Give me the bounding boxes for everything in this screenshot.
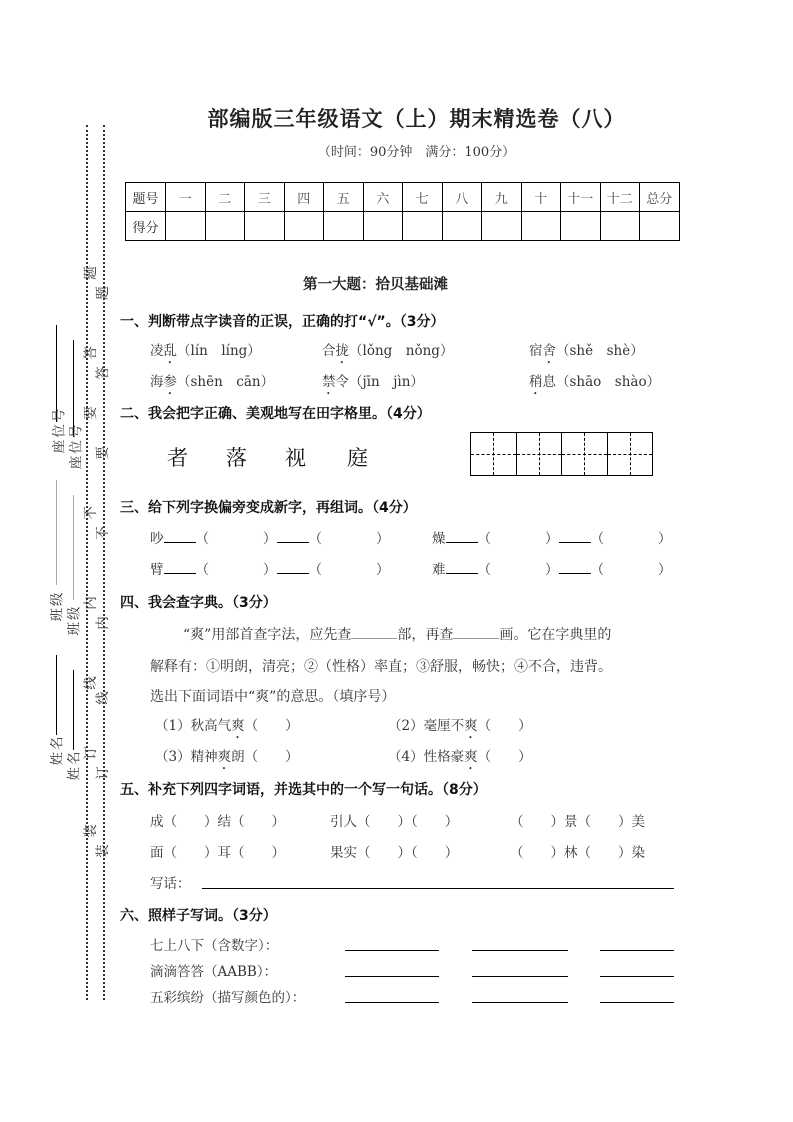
q1-item: 海参（shēn cān） <box>150 374 275 390</box>
q1-item: 稍息（shāo shào） <box>529 374 661 390</box>
seal-line-outer <box>86 125 88 1000</box>
column-header: 四 <box>284 183 324 212</box>
column-header: 一 <box>166 183 206 212</box>
score-cell[interactable] <box>363 212 403 241</box>
practice-char: 落 <box>226 446 247 470</box>
seal-char: 线 <box>94 689 111 705</box>
seal-char: 装 <box>82 822 99 838</box>
score-cell[interactable] <box>442 212 482 241</box>
column-header: 总分 <box>640 183 680 212</box>
q2-heading: 二、我会把字正确、美观地写在田字格里。（4分） <box>120 406 431 422</box>
class-field-line-2 <box>73 495 74 600</box>
write-label: 写话： <box>150 876 191 892</box>
q3-item: 吵 （ ） （ ） <box>150 531 390 547</box>
q5-heading: 五、补充下列四字词语，并选其中的一个写一句话。（8分） <box>120 782 487 798</box>
q4-item: （3）精神爽朗（ ） <box>155 749 299 765</box>
score-cell[interactable] <box>205 212 245 241</box>
q4-paragraph: 选出下面词语中“爽”的意思。（填序号） <box>150 689 396 705</box>
answer-line[interactable] <box>472 976 568 977</box>
name-field-line <box>56 655 57 735</box>
column-header: 六 <box>363 183 403 212</box>
q4-paragraph: “爽”用部首查字法，应先查 部，再查 画。它在字典里的 <box>183 627 612 643</box>
page-title: 部编版三年级语文（上）期末精选卷（八） <box>207 107 626 131</box>
q3-item: 难 （ ） （ ） <box>432 562 672 578</box>
answer-line[interactable] <box>600 950 674 951</box>
q6-prompt: 五彩缤纷（描写颜色的）： <box>150 990 306 1006</box>
name-label-2: 姓名 <box>66 749 83 781</box>
grid-cell[interactable] <box>562 433 608 475</box>
exam-info: （时间：90分钟 满分：100分） <box>317 145 516 160</box>
column-header: 十二 <box>600 183 640 212</box>
name-field-line-2 <box>73 670 74 750</box>
seal-char: 订 <box>94 764 111 780</box>
idiom-item: 果实（ ）（ ） <box>330 845 459 861</box>
seal-char: 答 <box>82 344 99 360</box>
q4-item: （2）毫厘不爽（ ） <box>388 718 532 734</box>
answer-line[interactable] <box>345 976 439 977</box>
answer-line[interactable] <box>345 1002 439 1003</box>
seal-char: 装 <box>94 842 111 858</box>
column-header: 七 <box>403 183 443 212</box>
score-cell[interactable] <box>284 212 324 241</box>
q6-prompt: 滴滴答答（AABB）： <box>150 964 278 980</box>
seal-char: 要 <box>94 444 111 460</box>
seal-line-inner <box>103 125 105 1000</box>
part-title: 第一大题：拾贝基础滩 <box>303 277 448 293</box>
idiom-item: 面（ ）耳（ ） <box>150 845 285 861</box>
answer-blank[interactable] <box>446 560 478 574</box>
sentence-line[interactable] <box>202 888 674 889</box>
q1-item: 凌乱（lín líng） <box>150 343 261 359</box>
column-header: 五 <box>324 183 364 212</box>
idiom-item: （ ）景（ ）美 <box>510 814 645 830</box>
answer-blank[interactable] <box>559 529 591 543</box>
table-row <box>126 212 680 241</box>
column-header: 八 <box>442 183 482 212</box>
score-cell[interactable] <box>166 212 206 241</box>
row-label: 题号 <box>126 183 166 212</box>
column-header: 九 <box>482 183 522 212</box>
idiom-item: （ ）林（ ）染 <box>510 845 645 861</box>
class-field-line <box>56 480 57 585</box>
column-header: 十一 <box>561 183 601 212</box>
answer-blank[interactable] <box>559 560 591 574</box>
answer-blank[interactable] <box>164 529 196 543</box>
score-cell[interactable] <box>403 212 443 241</box>
class-label: 班级 <box>49 590 66 622</box>
seal-char: 答 <box>94 364 111 380</box>
q3-heading: 三、给下列字换偏旁变成新字，再组词。（4分） <box>120 500 417 516</box>
seal-char: 要 <box>82 404 99 420</box>
practice-char: 者 <box>167 446 188 470</box>
score-cell[interactable] <box>600 212 640 241</box>
practice-char: 视 <box>285 446 306 470</box>
score-cell[interactable] <box>245 212 285 241</box>
column-header: 十 <box>521 183 561 212</box>
seat-label-2: 座位号 <box>68 422 85 470</box>
q6-heading: 六、照样子写词。（3分） <box>120 908 277 924</box>
score-table <box>125 182 680 241</box>
practice-char: 庭 <box>347 446 368 470</box>
seal-char: 订 <box>82 744 99 760</box>
row-label: 得分 <box>126 212 166 241</box>
grid-cell[interactable] <box>471 433 517 475</box>
seal-char: 题 <box>82 264 99 280</box>
q4-paragraph: 解释有：①明朗，清亮；②（性格）率直；③舒服，畅快；④不合，违背。 <box>150 659 612 675</box>
answer-line[interactable] <box>472 1002 568 1003</box>
table-row <box>126 183 680 212</box>
q3-item: 燥 （ ） （ ） <box>432 531 672 547</box>
seal-char: 不 <box>94 524 111 540</box>
score-cell[interactable] <box>561 212 601 241</box>
q4-item: （4）性格豪爽（ ） <box>388 749 532 765</box>
q4-heading: 四、我会查字典。（3分） <box>120 595 277 611</box>
score-cell[interactable] <box>324 212 364 241</box>
answer-line[interactable] <box>345 950 439 951</box>
grid-cell[interactable] <box>608 433 653 475</box>
q1-item: 禁令（jīn jìn） <box>322 374 424 390</box>
answer-blank[interactable] <box>277 529 309 543</box>
q6-prompt: 七上八下（含数字）： <box>150 938 279 954</box>
tianzi-grid[interactable] <box>470 432 653 476</box>
answer-blank[interactable] <box>446 529 478 543</box>
seal-char: 题 <box>94 284 111 300</box>
answer-line[interactable] <box>600 1002 674 1003</box>
seal-char: 不 <box>82 504 99 520</box>
score-cell[interactable] <box>640 212 680 241</box>
answer-blank[interactable] <box>164 560 196 574</box>
q1-heading: 一、判断带点字读音的正误，正确的打“√”。（3分） <box>120 314 445 330</box>
grid-cell[interactable] <box>517 433 563 475</box>
answer-blank[interactable] <box>277 560 309 574</box>
seal-char: 内 <box>82 594 99 610</box>
score-cell[interactable] <box>521 212 561 241</box>
answer-line[interactable] <box>472 950 568 951</box>
idiom-item: 引人（ ）（ ） <box>330 814 459 830</box>
q1-item: 宿舍（shě shè） <box>529 343 644 359</box>
column-header: 二 <box>205 183 245 212</box>
q1-item: 合拢（lǒng nǒng） <box>322 343 454 359</box>
q4-item: （1）秋高气爽（ ） <box>155 718 299 734</box>
idiom-item: 成（ ）结（ ） <box>150 814 285 830</box>
seal-char: 线 <box>82 674 99 690</box>
q3-item: 臂 （ ） （ ） <box>150 562 390 578</box>
class-label-2: 班级 <box>66 604 83 636</box>
column-header: 三 <box>245 183 285 212</box>
name-label: 姓名 <box>49 734 66 766</box>
answer-blank[interactable] <box>351 625 397 639</box>
seal-char: 内 <box>94 614 111 630</box>
score-cell[interactable] <box>482 212 522 241</box>
answer-line[interactable] <box>600 976 674 977</box>
seat-label: 座位号 <box>51 406 68 454</box>
answer-blank[interactable] <box>453 625 499 639</box>
